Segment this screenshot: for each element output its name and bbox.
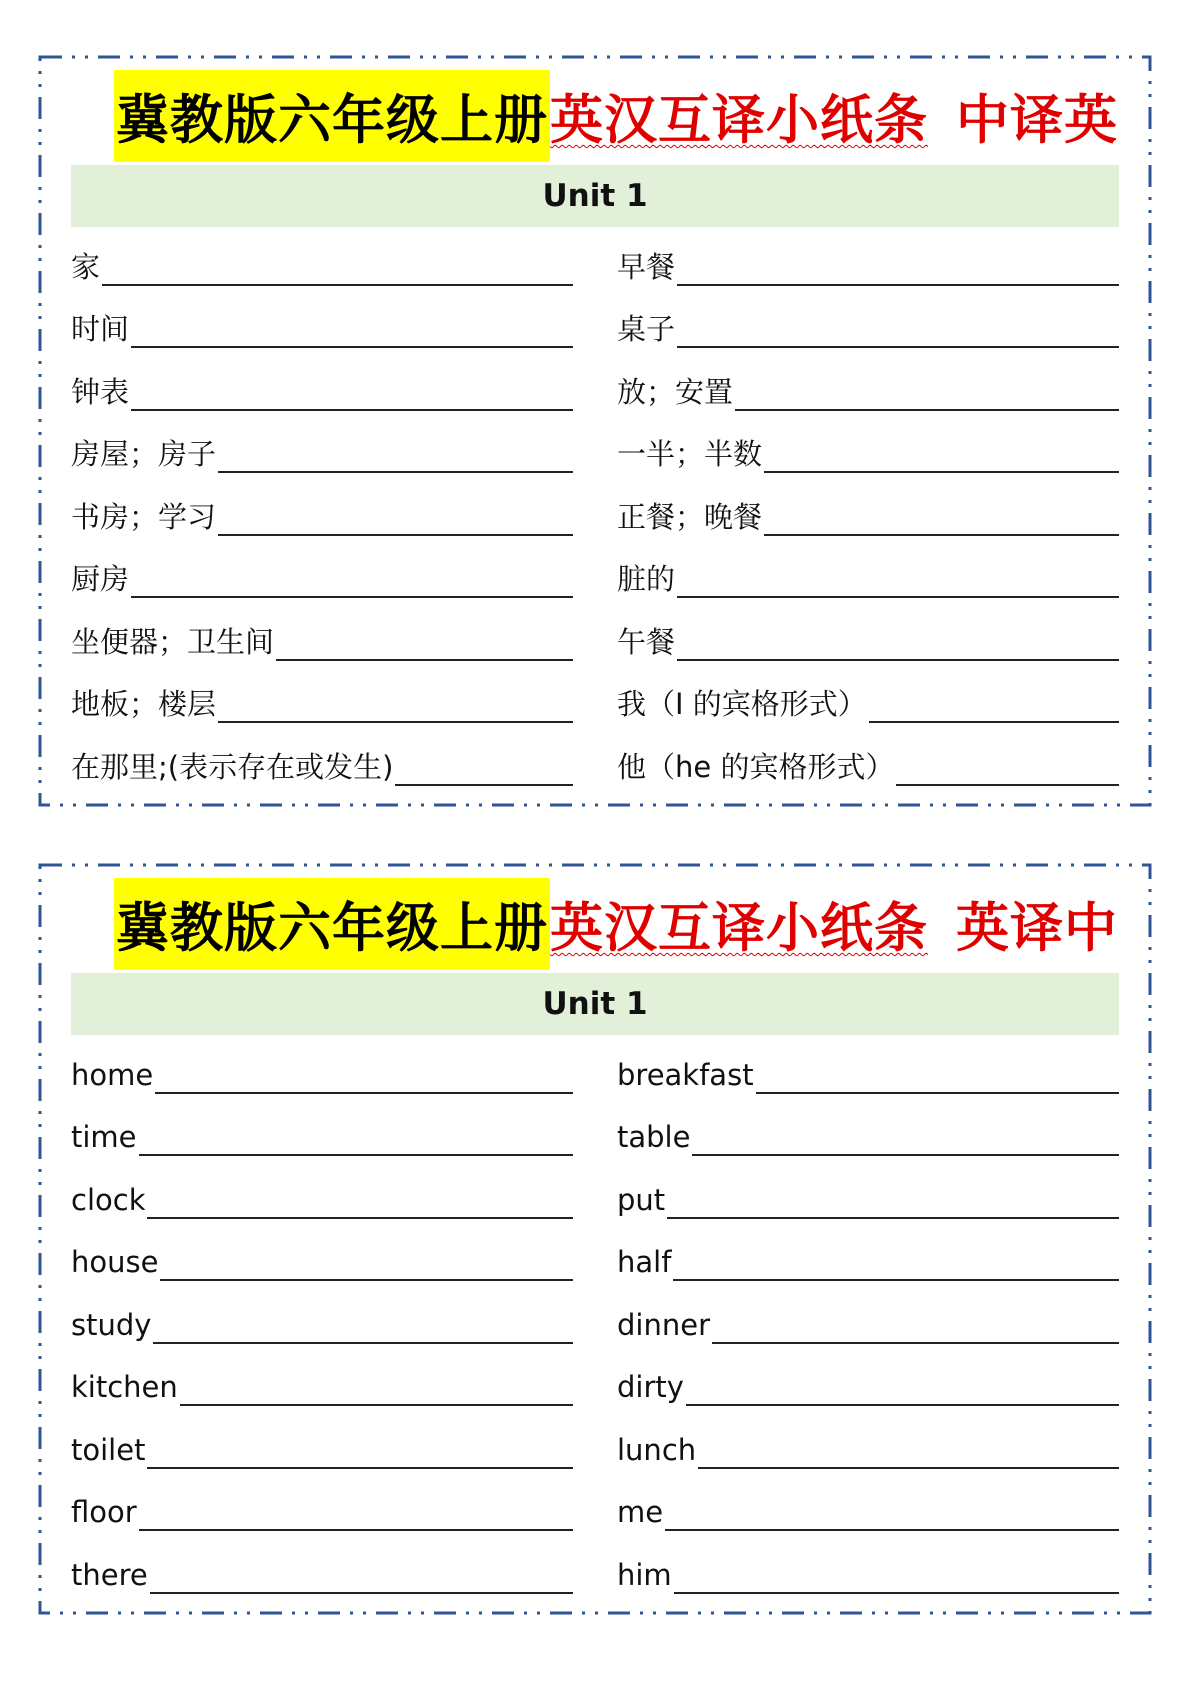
vocab-prompt: 时间 [71,312,130,346]
vocab-prompt: 桌子 [617,312,676,346]
title-mode: 英译中 [956,898,1118,959]
vocab-prompt: lunch [617,1432,697,1467]
answer-blank-line[interactable] [677,658,1119,661]
vocab-prompt: me [617,1495,664,1529]
vocab-row [71,1223,1119,1286]
answer-blank-line[interactable] [131,595,573,598]
vocab-item [71,687,573,727]
answer-blank-line[interactable] [218,470,573,473]
answer-blank-line[interactable] [869,720,1119,723]
vocab-prompt: clock [71,1182,146,1217]
vocab-item [71,562,573,602]
answer-blank-line[interactable] [735,408,1119,411]
answer-blank-line[interactable] [139,1153,573,1156]
vocab-item [617,499,1119,540]
title-highlight: 冀教版六年级上册 [114,878,550,970]
worksheet-zh-en-card [38,55,1152,807]
answer-blank-line[interactable] [756,1091,1119,1094]
vocab-item [71,312,573,352]
vocab-prompt: 脏的 [617,562,676,596]
title-red: 英汉互译小纸条 [550,90,928,151]
vocab-row [71,665,1119,728]
vocab-prompt: 在那里;(表示存在或发生) [71,749,394,784]
vocab-prompt: 他（he 的宾格形式） [617,749,895,784]
answer-blank-line[interactable] [698,1466,1119,1469]
answer-blank-line[interactable] [153,1341,573,1344]
vocab-item [617,749,1119,790]
vocab-row [71,1098,1119,1161]
answer-blank-line[interactable] [276,658,573,661]
vocab-prompt: dirty [617,1370,684,1404]
vocab-prompt: him [617,1557,672,1592]
vocab-item [71,1307,573,1348]
vocab-item [617,1495,1119,1535]
answer-blank-line[interactable] [160,1278,573,1281]
vocab-prompt: 书房；学习 [71,499,217,534]
title-mode: 中译英 [956,90,1118,151]
answer-blank-line[interactable] [674,1591,1119,1594]
title-highlight: 冀教版六年级上册 [114,70,550,162]
vocab-row [71,1035,1119,1098]
vocab-prompt: 早餐 [617,249,676,284]
unit-heading: Unit 1 [71,973,1119,1035]
vocab-item [617,1432,1119,1473]
vocab-row [71,415,1119,478]
answer-blank-line[interactable] [686,1403,1119,1406]
vocab-prompt: 地板；楼层 [71,687,217,721]
answer-blank-line[interactable] [395,783,573,786]
vocab-prompt: put [617,1182,666,1217]
vocab-prompt: home [71,1057,154,1092]
vocab-item [617,249,1119,290]
worksheet-title [114,878,1118,970]
vocab-row [71,1473,1119,1536]
vocab-item [617,1057,1119,1098]
vocab-prompt: table [617,1120,691,1154]
vocab-row [71,1535,1119,1598]
vocab-grid [71,1035,1119,1598]
vocab-item [617,1120,1119,1160]
vocab-prompt: house [71,1245,159,1279]
vocab-item [71,1120,573,1160]
vocab-item [71,1245,573,1285]
answer-blank-line[interactable] [150,1591,573,1594]
answer-blank-line[interactable] [896,783,1119,786]
vocab-prompt: toilet [71,1432,146,1467]
answer-blank-line[interactable] [667,1216,1119,1219]
answer-blank-line[interactable] [131,408,573,411]
vocab-item [71,749,573,790]
vocab-row [71,1285,1119,1348]
vocab-item [71,1495,573,1535]
answer-blank-line[interactable] [677,283,1119,286]
vocab-item [617,687,1119,727]
vocab-item [617,1182,1119,1223]
answer-blank-line[interactable] [677,595,1119,598]
answer-blank-line[interactable] [218,720,573,723]
answer-blank-line[interactable] [180,1403,573,1406]
vocab-row [71,1348,1119,1411]
vocab-item [71,437,573,477]
vocab-item [617,1307,1119,1348]
answer-blank-line[interactable] [155,1091,573,1094]
title-red: 英汉互译小纸条 [550,898,928,959]
vocab-item [71,1370,573,1410]
vocab-prompt: dinner [617,1307,710,1342]
answer-blank-line[interactable] [131,345,573,348]
vocab-row [71,352,1119,415]
vocab-prompt: there [71,1557,148,1592]
vocab-prompt: time [71,1120,137,1154]
answer-blank-line[interactable] [218,533,573,536]
vocab-prompt: study [71,1307,152,1342]
vocab-row [71,540,1119,603]
vocab-item [617,312,1119,352]
vocab-prompt: 钟表 [71,374,130,409]
vocab-prompt: 厨房 [71,562,130,596]
answer-blank-line[interactable] [764,470,1119,473]
vocab-item [71,249,573,290]
answer-blank-line[interactable] [764,533,1119,536]
unit-heading: Unit 1 [71,165,1119,227]
answer-blank-line[interactable] [665,1528,1119,1531]
answer-blank-line[interactable] [147,1466,573,1469]
answer-blank-line[interactable] [673,1278,1119,1281]
vocab-prompt: 午餐 [617,624,676,659]
vocab-prompt: 房屋；房子 [71,437,217,471]
vocab-item [71,1057,573,1098]
vocab-row [71,1160,1119,1223]
vocab-row [71,727,1119,790]
worksheet-title [114,70,1118,162]
vocab-prompt: 一半；半数 [617,437,763,471]
vocab-row [71,1410,1119,1473]
vocab-item [617,437,1119,477]
vocab-row [71,227,1119,290]
vocab-item [71,1182,573,1223]
vocab-item [71,1432,573,1473]
answer-blank-line[interactable] [147,1216,573,1219]
vocab-prompt: 家 [71,249,101,284]
answer-blank-line[interactable] [692,1153,1119,1156]
vocab-prompt: half [617,1245,672,1279]
vocab-prompt: 我（I 的宾格形式） [617,687,867,721]
answer-blank-line[interactable] [712,1341,1119,1344]
vocab-item [617,624,1119,665]
vocab-prompt: floor [71,1495,137,1529]
vocab-prompt: 正餐；晚餐 [617,499,763,534]
answer-blank-line[interactable] [102,283,573,286]
vocab-prompt: kitchen [71,1370,178,1404]
vocab-item [617,1557,1119,1598]
vocab-grid [71,227,1119,790]
vocab-item [71,624,573,665]
vocab-item [71,374,573,415]
vocab-item [617,562,1119,602]
worksheet-en-zh-card [38,863,1152,1615]
vocab-item [71,499,573,540]
vocab-prompt: breakfast [617,1057,754,1092]
vocab-row [71,290,1119,353]
vocab-item [617,374,1119,415]
vocab-item [617,1245,1119,1285]
vocab-item [71,1557,573,1598]
vocab-prompt: 坐便器；卫生间 [71,624,275,659]
answer-blank-line[interactable] [677,345,1119,348]
answer-blank-line[interactable] [139,1528,573,1531]
vocab-row [71,602,1119,665]
vocab-row [71,477,1119,540]
vocab-item [617,1370,1119,1410]
vocab-prompt: 放；安置 [617,374,734,409]
